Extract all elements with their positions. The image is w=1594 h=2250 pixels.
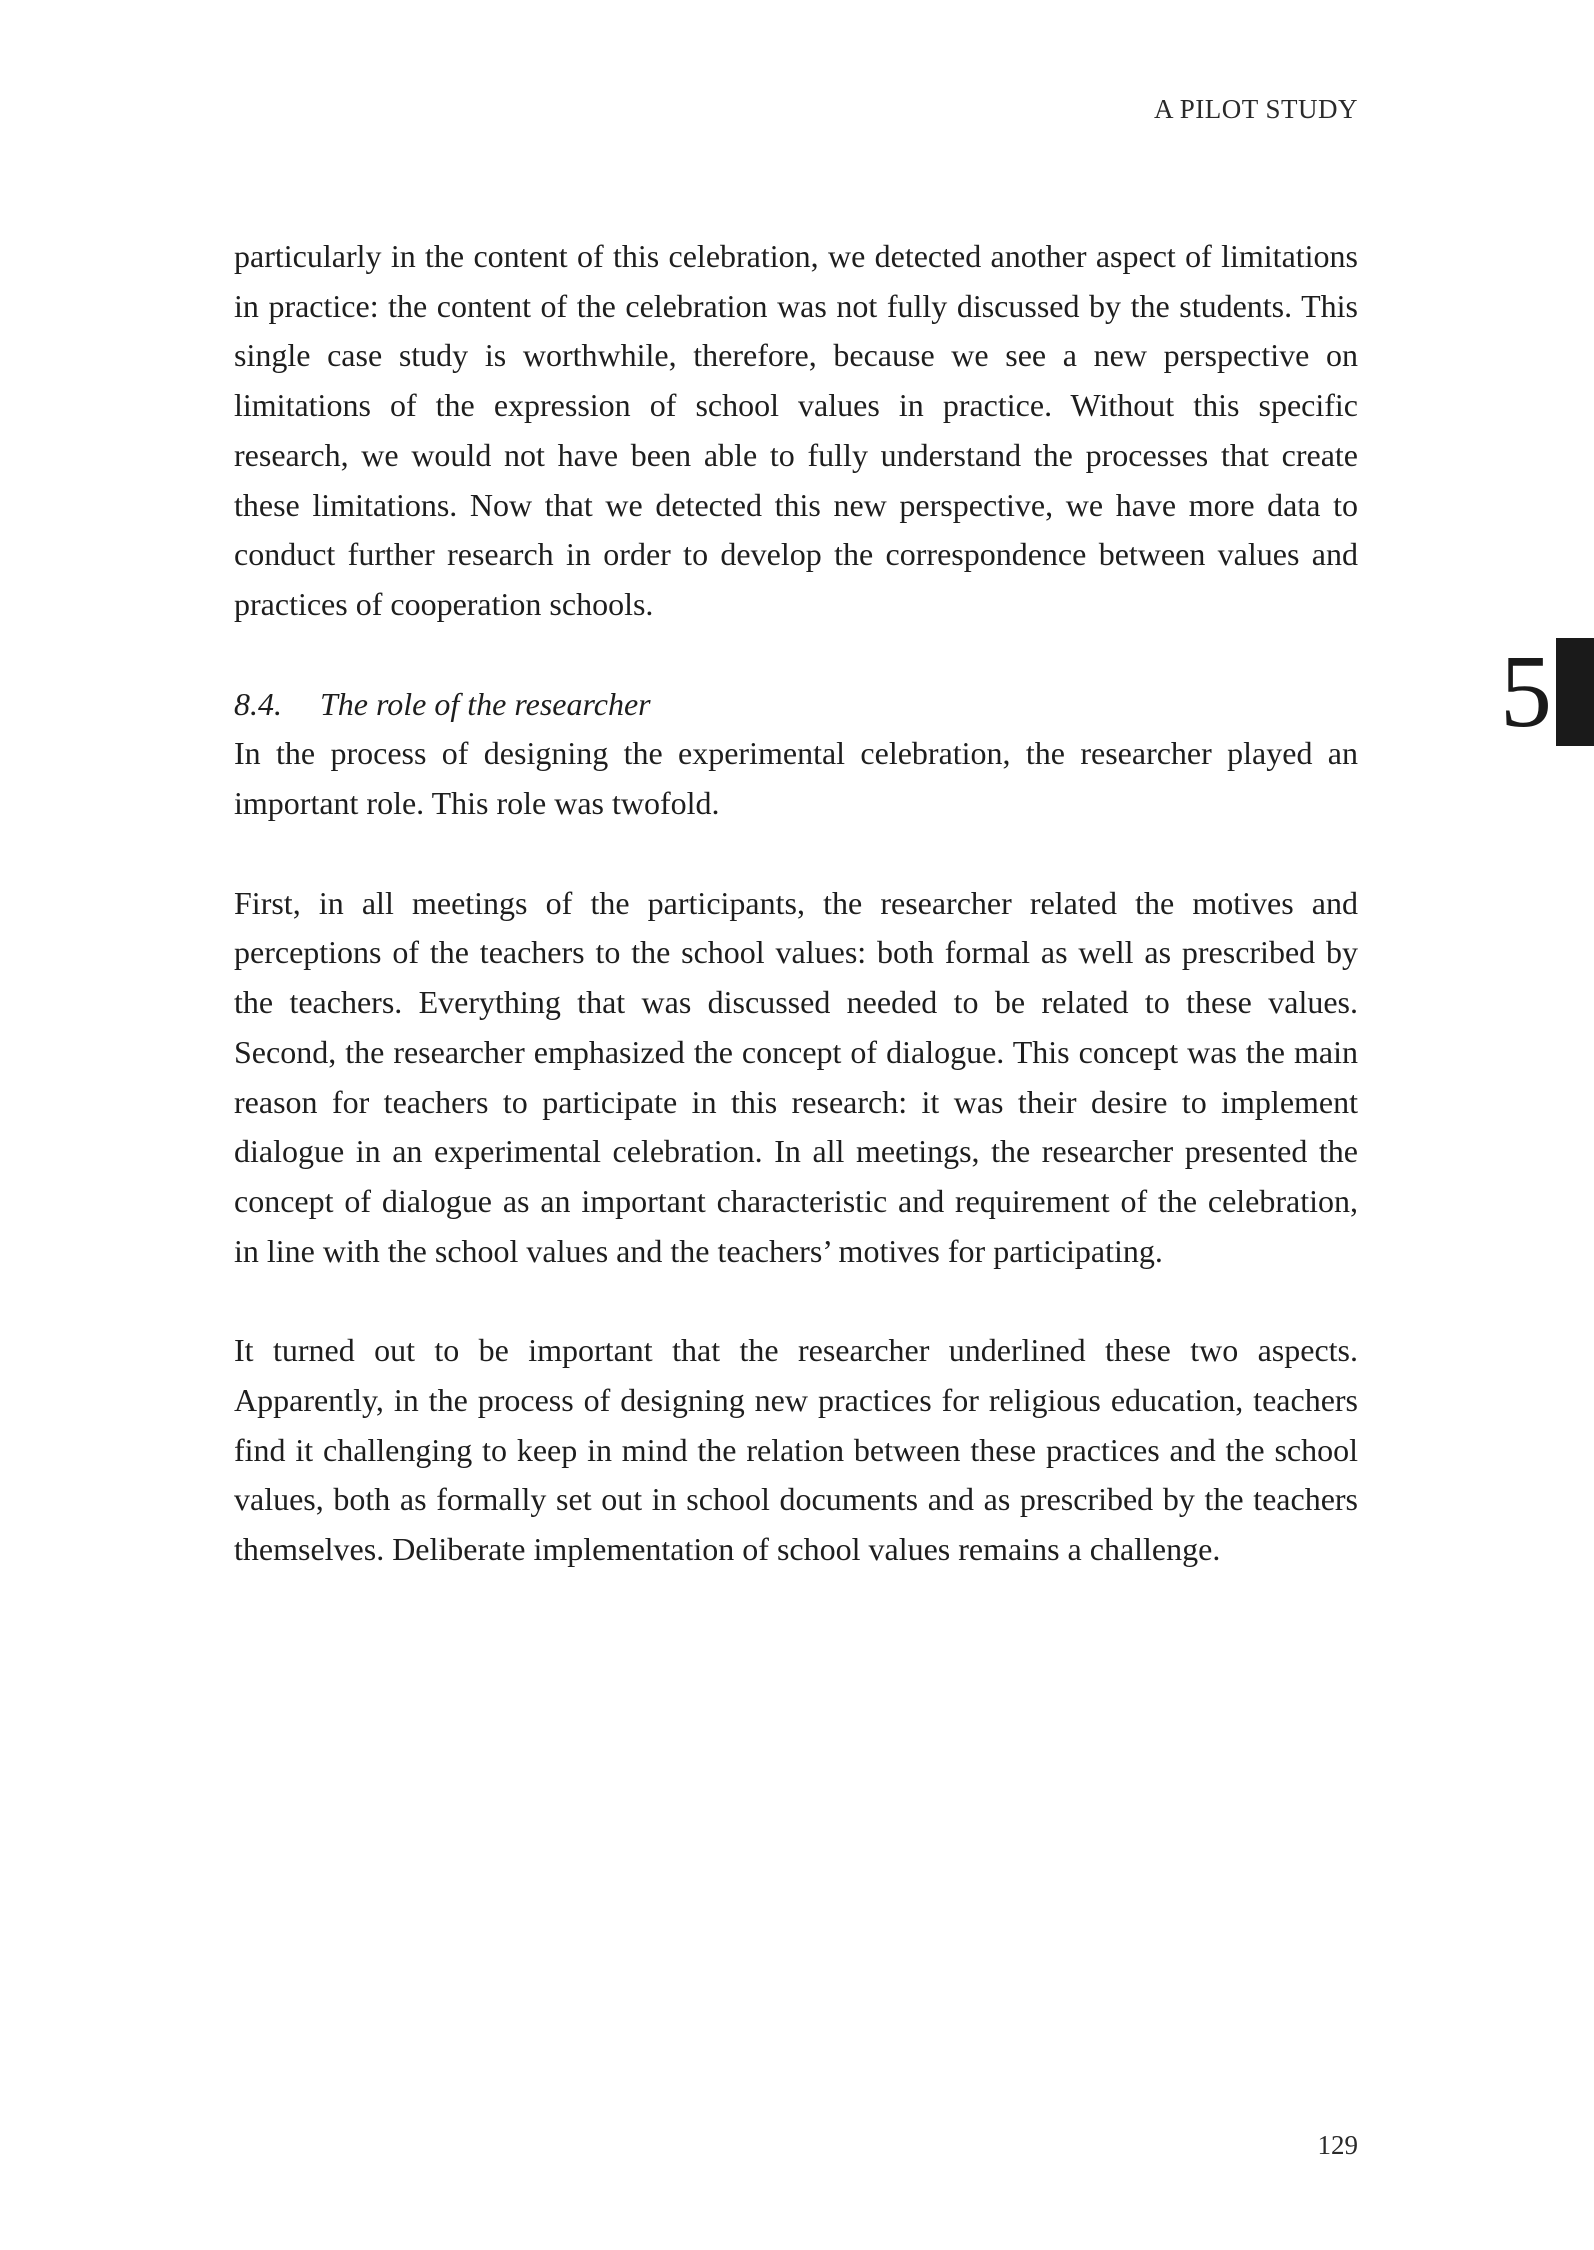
chapter-tab [1500, 634, 1594, 749]
chapter-number: 5 [1500, 634, 1552, 749]
paragraph-gap [234, 829, 1358, 879]
chapter-tab-bar [1556, 638, 1594, 746]
paragraph-4: It turned out to be important that the researcher underlined these two aspects. Apparently, in the process of designing new practices for religious education, teachers find it challenging to keep in mind the relation between these practices and the school values, both as formally set out in school documents and as prescribed by the teachers themselves. Deliberate implementation of school values remains a challenge. [234, 1332, 1358, 1568]
paragraph-gap [234, 1276, 1358, 1326]
section-heading [234, 680, 1358, 730]
paragraph-gap [234, 630, 1358, 680]
section-title: The role of the researcher [320, 685, 651, 722]
page-number: 129 [1317, 2130, 1358, 2160]
running-header: A PILOT STUDY [1153, 94, 1358, 124]
paragraph-2: In the process of designing the experimental celebration, the researcher played an important role. This role was twofold. [234, 735, 1358, 822]
section-number: 8.4. [234, 685, 282, 722]
paragraph-1: particularly in the content of this celebration, we detected another aspect of limitations in practice: the content of the celebration was not fully discussed by the students. This single case study is worthwhile, therefore, because we see a new perspective on limitations of the expression of school values in practice. Without this specific research, we would not have been able to fully understand the processes that create these limitations. Now that we detected this new perspective, we have more data to conduct further research in order to develop the correspondence between values and practices of cooperation schools. [234, 238, 1358, 622]
paragraph-3: First, in all meetings of the participants, the researcher related the motives and perceptions of the teachers to the school values: both formal as well as prescribed by the teachers. Everything that was discussed needed to be related to these values. Second, the researcher emphasized the concept of dialogue. This concept was the main reason for teachers to participate in this research: it was their desire to implement dialogue in an experimental celebration. In all meetings, the researcher presented the concept of dialogue as an important characteristic and requirement of the celebration, in line with the school values and the teachers’ motives for participating. [234, 884, 1358, 1269]
body-text [234, 232, 1358, 1575]
